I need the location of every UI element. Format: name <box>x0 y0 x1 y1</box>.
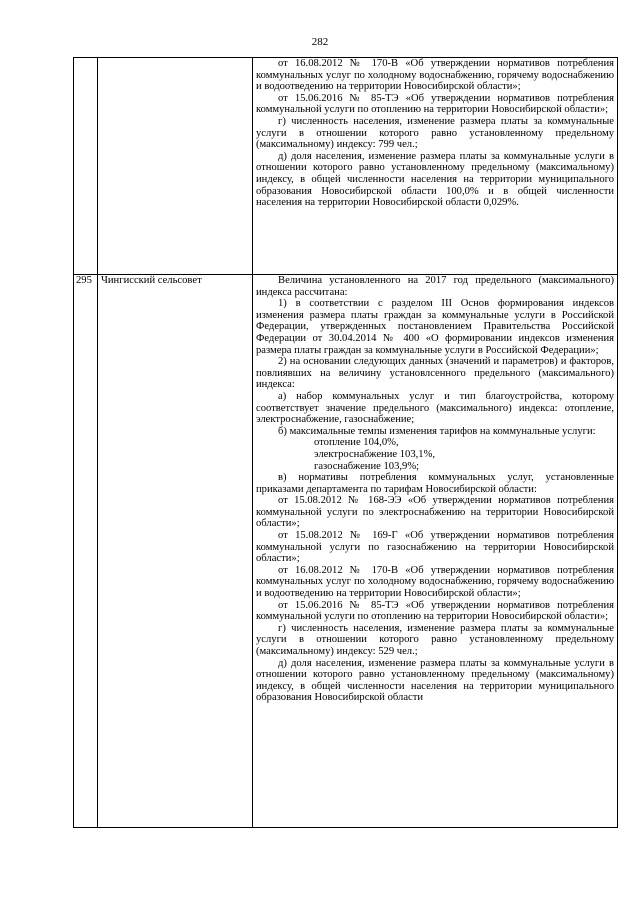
paragraph: Величина установленного на 2017 год предельного (максимального) индекса рассчитана: <box>256 275 614 298</box>
paragraph: г) численность населения, изменение размера платы за коммунальные услуги в отношении которого равно установленному предельному (максимальному) индексу: 799 чел.; <box>256 115 614 151</box>
row-number-cell <box>74 58 98 275</box>
paragraph: 2) на основании следующих данных (значений и параметров) и факторов, повлиявших на величину установлсенного предельного (максимального) индекса: <box>256 356 614 391</box>
page-number: 282 <box>311 36 329 48</box>
tariff-line: газоснабжение 103,9%; <box>314 460 420 472</box>
paragraph: от 16.08.2012 № 170-В «Об утверждении нормативов потребления коммунальных услуг по холодному водоснабжению, горячему водоснабжению и водоотведению на территории Новосибирской области»; <box>256 58 614 93</box>
tariff-line: отопление 104,0%, <box>314 437 399 449</box>
paragraph: от 16.08.2012 № 170-В «Об утверждении нормативов потребления коммунальных услуг по холодному водоснабжению, горячему водоснабжению и водоотведению на территории Новосибирской области»; <box>256 564 614 600</box>
municipality-name-cell <box>98 58 253 275</box>
paragraph: от 15.06.2016 № 85-ТЭ «Об утверждении нормативов потребления коммунальной услуги по отоплению на территории Новосибирской области»; <box>256 92 614 116</box>
paragraph: г) численность населения, изменение размера платы за коммунальные услуги в отношении которого равно установленному предельному (максимальному) индексу: 529 чел.; <box>256 622 614 657</box>
paragraph: д) доля населения, изменение размера платы за коммунальные услуги в отношении которого равно установленному предельному (максимальному) индексу, в общей численности населения на территории муниципального образования Новосибирской области 100,0% и в общей численности населения на территории Новосибирской области 0,029%. <box>256 150 614 209</box>
paragraph: а) набор коммунальных услуг и тип благоустройства, которому соответствует значение предельного (максимального) индекса: отопление, электроснабжение, газоснабжение; <box>256 390 614 426</box>
paragraph: в) нормативы потребления коммунальных услуг, установленные приказами департамента по тарифам Новосибирской области: <box>256 472 614 495</box>
municipality-name-cell: Чингисский сельсовет <box>98 275 253 828</box>
paragraph: от 15.08.2012 № 169-Г «Об утверждении нормативов потребления коммунальной услуги по газоснабжению на территории Новосибирской области»; <box>256 530 614 565</box>
table-row <box>74 275 618 828</box>
row-number-cell: 295 <box>74 275 98 828</box>
paragraph: от 15.08.2012 № 168-ЭЭ «Об утверждении нормативов потребления коммунальной услуги по электроснабжению на территории Новосибирской области»; <box>256 495 614 530</box>
paragraph: 1) в соответствии с разделом III Основ формирования индексов изменения размера платы граждан за коммунальные услуги в Российской Федерации, утвержденных постановлением Правительства Российской Федерации от 30.04.2014 № 400 «О формировании индексов изменения размера платы граждан за коммунальные услуги в Российской Федерации»; <box>256 298 614 356</box>
description-cell <box>253 275 618 828</box>
description-cell <box>253 58 618 275</box>
paragraph: д) доля населения, изменение размера платы за коммунальные услуги в отношении которого равно установленному предельному (максимальному) индексу, в общей численности населения на территории муниципального образования Новосибирской области <box>256 657 614 704</box>
municipality-index-table <box>73 57 618 828</box>
tariff-line: электроснабжение 103,1%, <box>314 448 436 460</box>
paragraph: б) максимальные темпы изменения тарифов на коммунальные услуги: <box>278 425 596 437</box>
paragraph: от 15.06.2016 № 85-ТЭ «Об утверждении нормативов потребления коммунальной услуги по отоплению на территории Новосибирской области»; <box>256 599 614 623</box>
table-row <box>74 58 618 275</box>
